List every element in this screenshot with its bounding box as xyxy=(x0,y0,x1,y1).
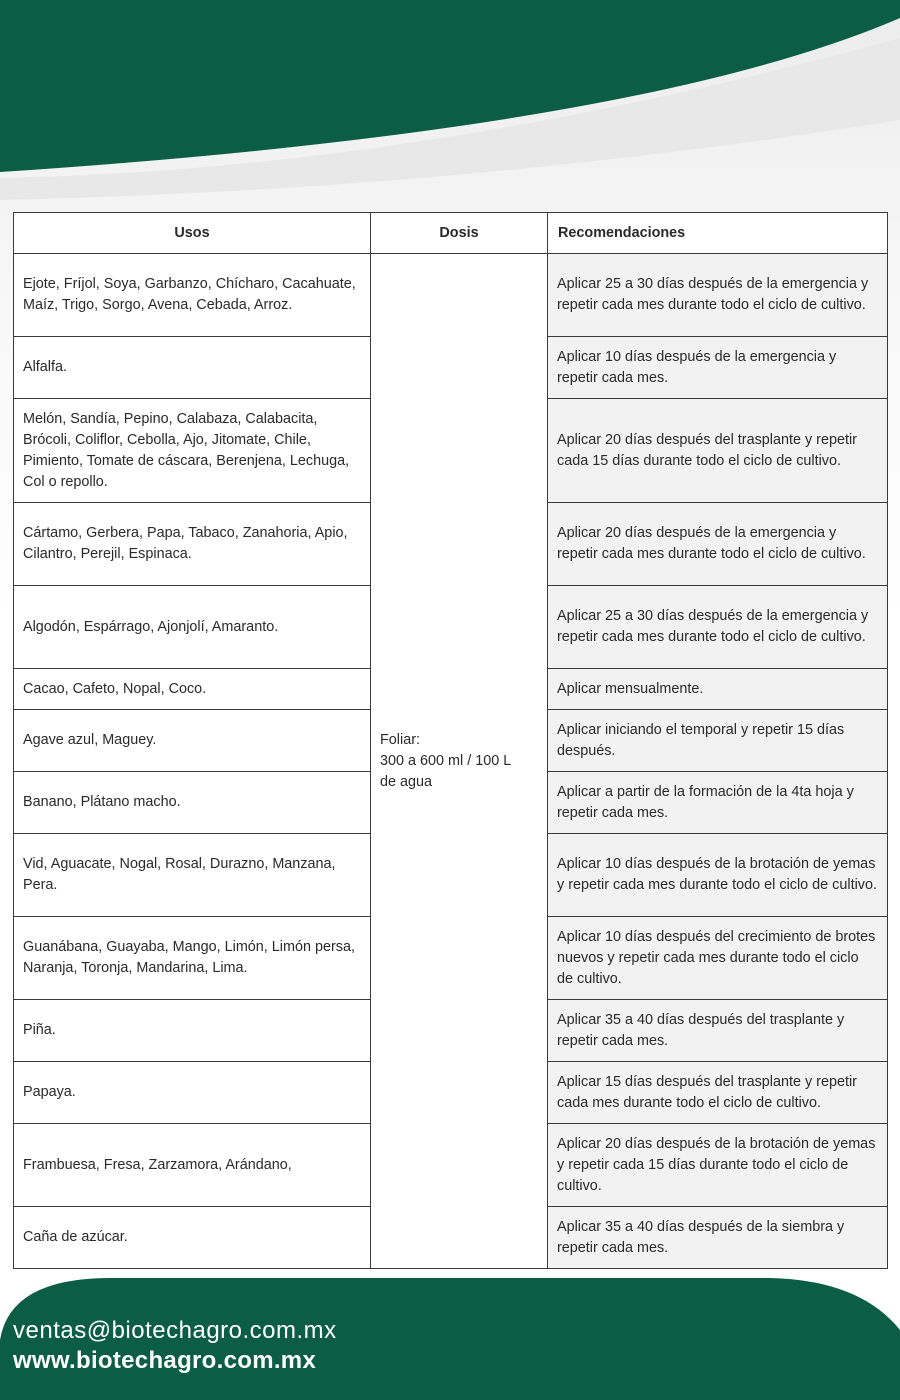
recommendation-cell: Aplicar 20 días después de la emergencia y repetir cada mes durante todo el ciclo de cultivo. xyxy=(548,503,888,586)
uses-cell: Ejote, Fríjol, Soya, Garbanzo, Chícharo, Cacahuate, Maíz, Trigo, Sorgo, Avena, Cebada, Arroz. xyxy=(14,254,371,337)
uses-cell: Caña de azúcar. xyxy=(14,1207,371,1269)
recommendation-cell: Aplicar 35 a 40 días después del trasplante y repetir cada mes. xyxy=(548,1000,888,1062)
recommendation-cell: Aplicar 10 días después de la emergencia y repetir cada mes. xyxy=(548,337,888,399)
uses-cell: Guanábana, Guayaba, Mango, Limón, Limón persa, Naranja, Toronja, Mandarina, Lima. xyxy=(14,917,371,1000)
uses-cell: Melón, Sandía, Pepino, Calabaza, Calabacita, Brócoli, Coliflor, Cebolla, Ajo, Jitomate, Chile, Pimiento, Tomate de cáscara, Berenjena, Lechuga, Col o repollo. xyxy=(14,399,371,503)
uses-cell: Cártamo, Gerbera, Papa, Tabaco, Zanahoria, Apio, Cilantro, Perejil, Espinaca. xyxy=(14,503,371,586)
uses-cell: Agave azul, Maguey. xyxy=(14,710,371,772)
header-dose: Dosis xyxy=(371,213,548,254)
uses-cell: Banano, Plátano macho. xyxy=(14,772,371,834)
recommendation-cell: Aplicar 10 días después del crecimiento de brotes nuevos y repetir cada mes durante todo el ciclo de cultivo. xyxy=(548,917,888,1000)
dose-amount-unit: de agua xyxy=(380,773,433,790)
usage-dosage-table xyxy=(13,212,888,1269)
recommendation-cell: Aplicar 25 a 30 días después de la emergencia y repetir cada mes durante todo el ciclo de cultivo. xyxy=(548,586,888,669)
table-header-row xyxy=(14,213,888,254)
header-wave-decoration xyxy=(0,0,900,200)
dose-cell xyxy=(371,254,548,1269)
header-uses: Usos xyxy=(14,213,371,254)
uses-cell: Alfalfa. xyxy=(14,337,371,399)
recommendation-cell: Aplicar 25 a 30 días después de la emergencia y repetir cada mes durante todo el ciclo de cultivo. xyxy=(548,254,888,337)
uses-cell: Frambuesa, Fresa, Zarzamora, Arándano, xyxy=(14,1124,371,1207)
uses-cell: Piña. xyxy=(14,1000,371,1062)
recommendation-cell: Aplicar 20 días después del trasplante y repetir cada 15 días durante todo el ciclo de cultivo. xyxy=(548,399,888,503)
uses-cell: Algodón, Espárrago, Ajonjolí, Amaranto. xyxy=(14,586,371,669)
footer-email-link[interactable]: ventas@biotechagro.com.mx xyxy=(13,1317,337,1344)
recommendation-cell: Aplicar 10 días después de la brotación de yemas y repetir cada mes durante todo el ciclo de cultivo. xyxy=(548,834,888,917)
recommendation-cell: Aplicar 20 días después de la brotación de yemas y repetir cada 15 días durante todo el ciclo de cultivo. xyxy=(548,1124,888,1207)
recommendation-cell: Aplicar a partir de la formación de la 4ta hoja y repetir cada mes. xyxy=(548,772,888,834)
uses-cell: Cacao, Cafeto, Nopal, Coco. xyxy=(14,669,371,710)
uses-cell: Vid, Aguacate, Nogal, Rosal, Durazno, Manzana, Pera. xyxy=(14,834,371,917)
dose-method: Foliar: xyxy=(380,731,420,748)
footer-website-link[interactable]: www.biotechagro.com.mx xyxy=(13,1347,317,1374)
footer-contact xyxy=(13,1316,337,1376)
header-recommendations: Recomendaciones xyxy=(548,213,888,254)
recommendation-cell: Aplicar mensualmente. xyxy=(548,669,888,710)
recommendation-cell: Aplicar iniciando el temporal y repetir 15 días después. xyxy=(548,710,888,772)
dose-amount: 300 a 600 ml / 100 L xyxy=(380,752,512,769)
recommendation-cell: Aplicar 35 a 40 días después de la siembra y repetir cada mes. xyxy=(548,1207,888,1269)
table-row xyxy=(14,254,888,337)
uses-cell: Papaya. xyxy=(14,1062,371,1124)
recommendation-cell: Aplicar 15 días después del trasplante y repetir cada mes durante todo el ciclo de cultivo. xyxy=(548,1062,888,1124)
